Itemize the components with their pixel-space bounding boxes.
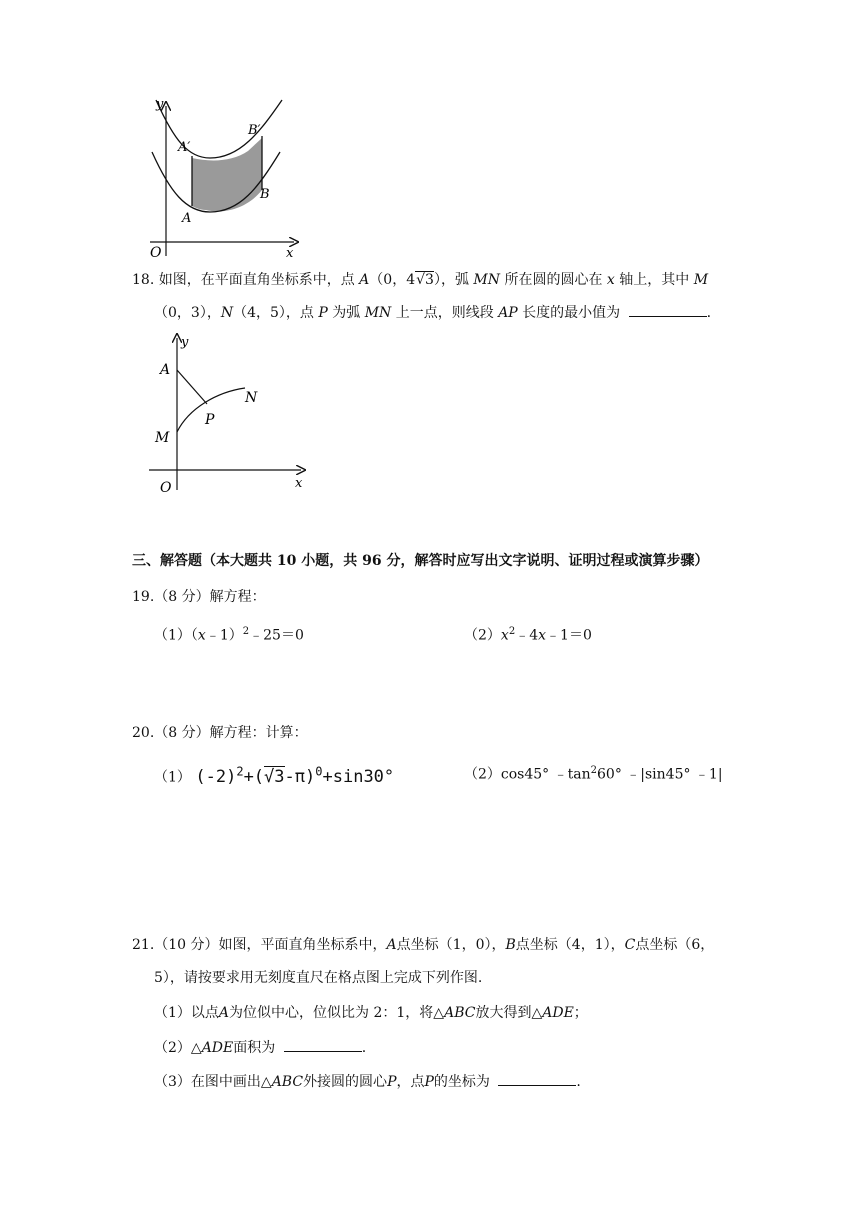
- label-origin: O: [160, 480, 172, 496]
- figure-q18: [145, 330, 315, 500]
- q21-line1: 21.（10 分）如图，平面直角坐标系中，A点坐标（1，0），B点坐标（4，1），C点坐标（6，: [132, 937, 715, 953]
- answer-blank-q21-3[interactable]: [498, 1071, 576, 1086]
- label-x: x: [286, 246, 294, 261]
- q19-part2: $(2)x^2﹣4x﹣1=0$: [464, 626, 592, 644]
- answer-blank-q21-2[interactable]: [284, 1037, 362, 1052]
- label-m: M: [155, 430, 170, 446]
- q20-expression-image: $(-2)^2+(√3-\pi)^0+\sin 30^\circ$: [195, 764, 395, 787]
- q21-sub1: （1）以点A为位似中心，位似比为 2：1，将△ABC放大得到△ADE；: [154, 1005, 588, 1021]
- label-y: y: [181, 335, 189, 350]
- answer-blank-q18[interactable]: [629, 302, 707, 317]
- label-a: A: [160, 362, 171, 378]
- section-heading: 三、解答题（本大题共 10 小题，共 96 分，解答时应写出文字说明、证明过程或演算步骤）: [132, 553, 709, 569]
- label-a-prime: A′: [178, 140, 191, 155]
- shaded-region: [192, 138, 262, 211]
- q19-part1: （1）（x﹣1）$^2$﹣25＝0: [154, 626, 304, 644]
- sqrt-symbol: √3: [416, 272, 434, 288]
- q20-head: 20.（8 分）解方程：计算：: [132, 725, 308, 741]
- label-b: B: [260, 187, 270, 202]
- upper-curve: [156, 100, 282, 158]
- label-n: N: [245, 390, 258, 406]
- figure-q17: [140, 96, 300, 262]
- q18-number: 18.: [132, 272, 155, 288]
- label-y: y: [156, 97, 164, 112]
- label-p: P: [205, 412, 215, 428]
- label-a: A: [182, 211, 192, 226]
- q19-head: 19.（8 分）解方程：: [132, 589, 266, 605]
- q21-sub3: （3）在图中画出△ABC外接圆的圆心P，点P的坐标为 .: [154, 1071, 581, 1092]
- q21-line2: 5），请按要求用无刻度直尺在格点图上完成下列作图.: [154, 970, 483, 986]
- q20-part1: （1） $(-2)^2+(√3-\pi)^0+\sin 30^\circ$: [154, 764, 395, 787]
- segment-ap: [177, 370, 207, 404]
- label-origin: O: [150, 245, 162, 261]
- q18-line1: 18. 如图，在平面直角坐标系中，点 A（0，4√3），弧 MN 所在圆的圆心在 x 轴上，其中 M: [132, 272, 709, 288]
- label-x: x: [295, 476, 303, 491]
- label-b-prime: B′: [248, 123, 261, 138]
- q18-line2: （0，3），N（4，5），点 P 为弧 MN 上一点，则线段 AP 长度的最小值为 .: [154, 302, 711, 323]
- q21-sub2: （2）△ADE面积为 .: [154, 1037, 366, 1058]
- q20-part2: （2）cos45° $﹣\tan^260^\circ$ ﹣|sin45° ﹣1|: [464, 765, 723, 783]
